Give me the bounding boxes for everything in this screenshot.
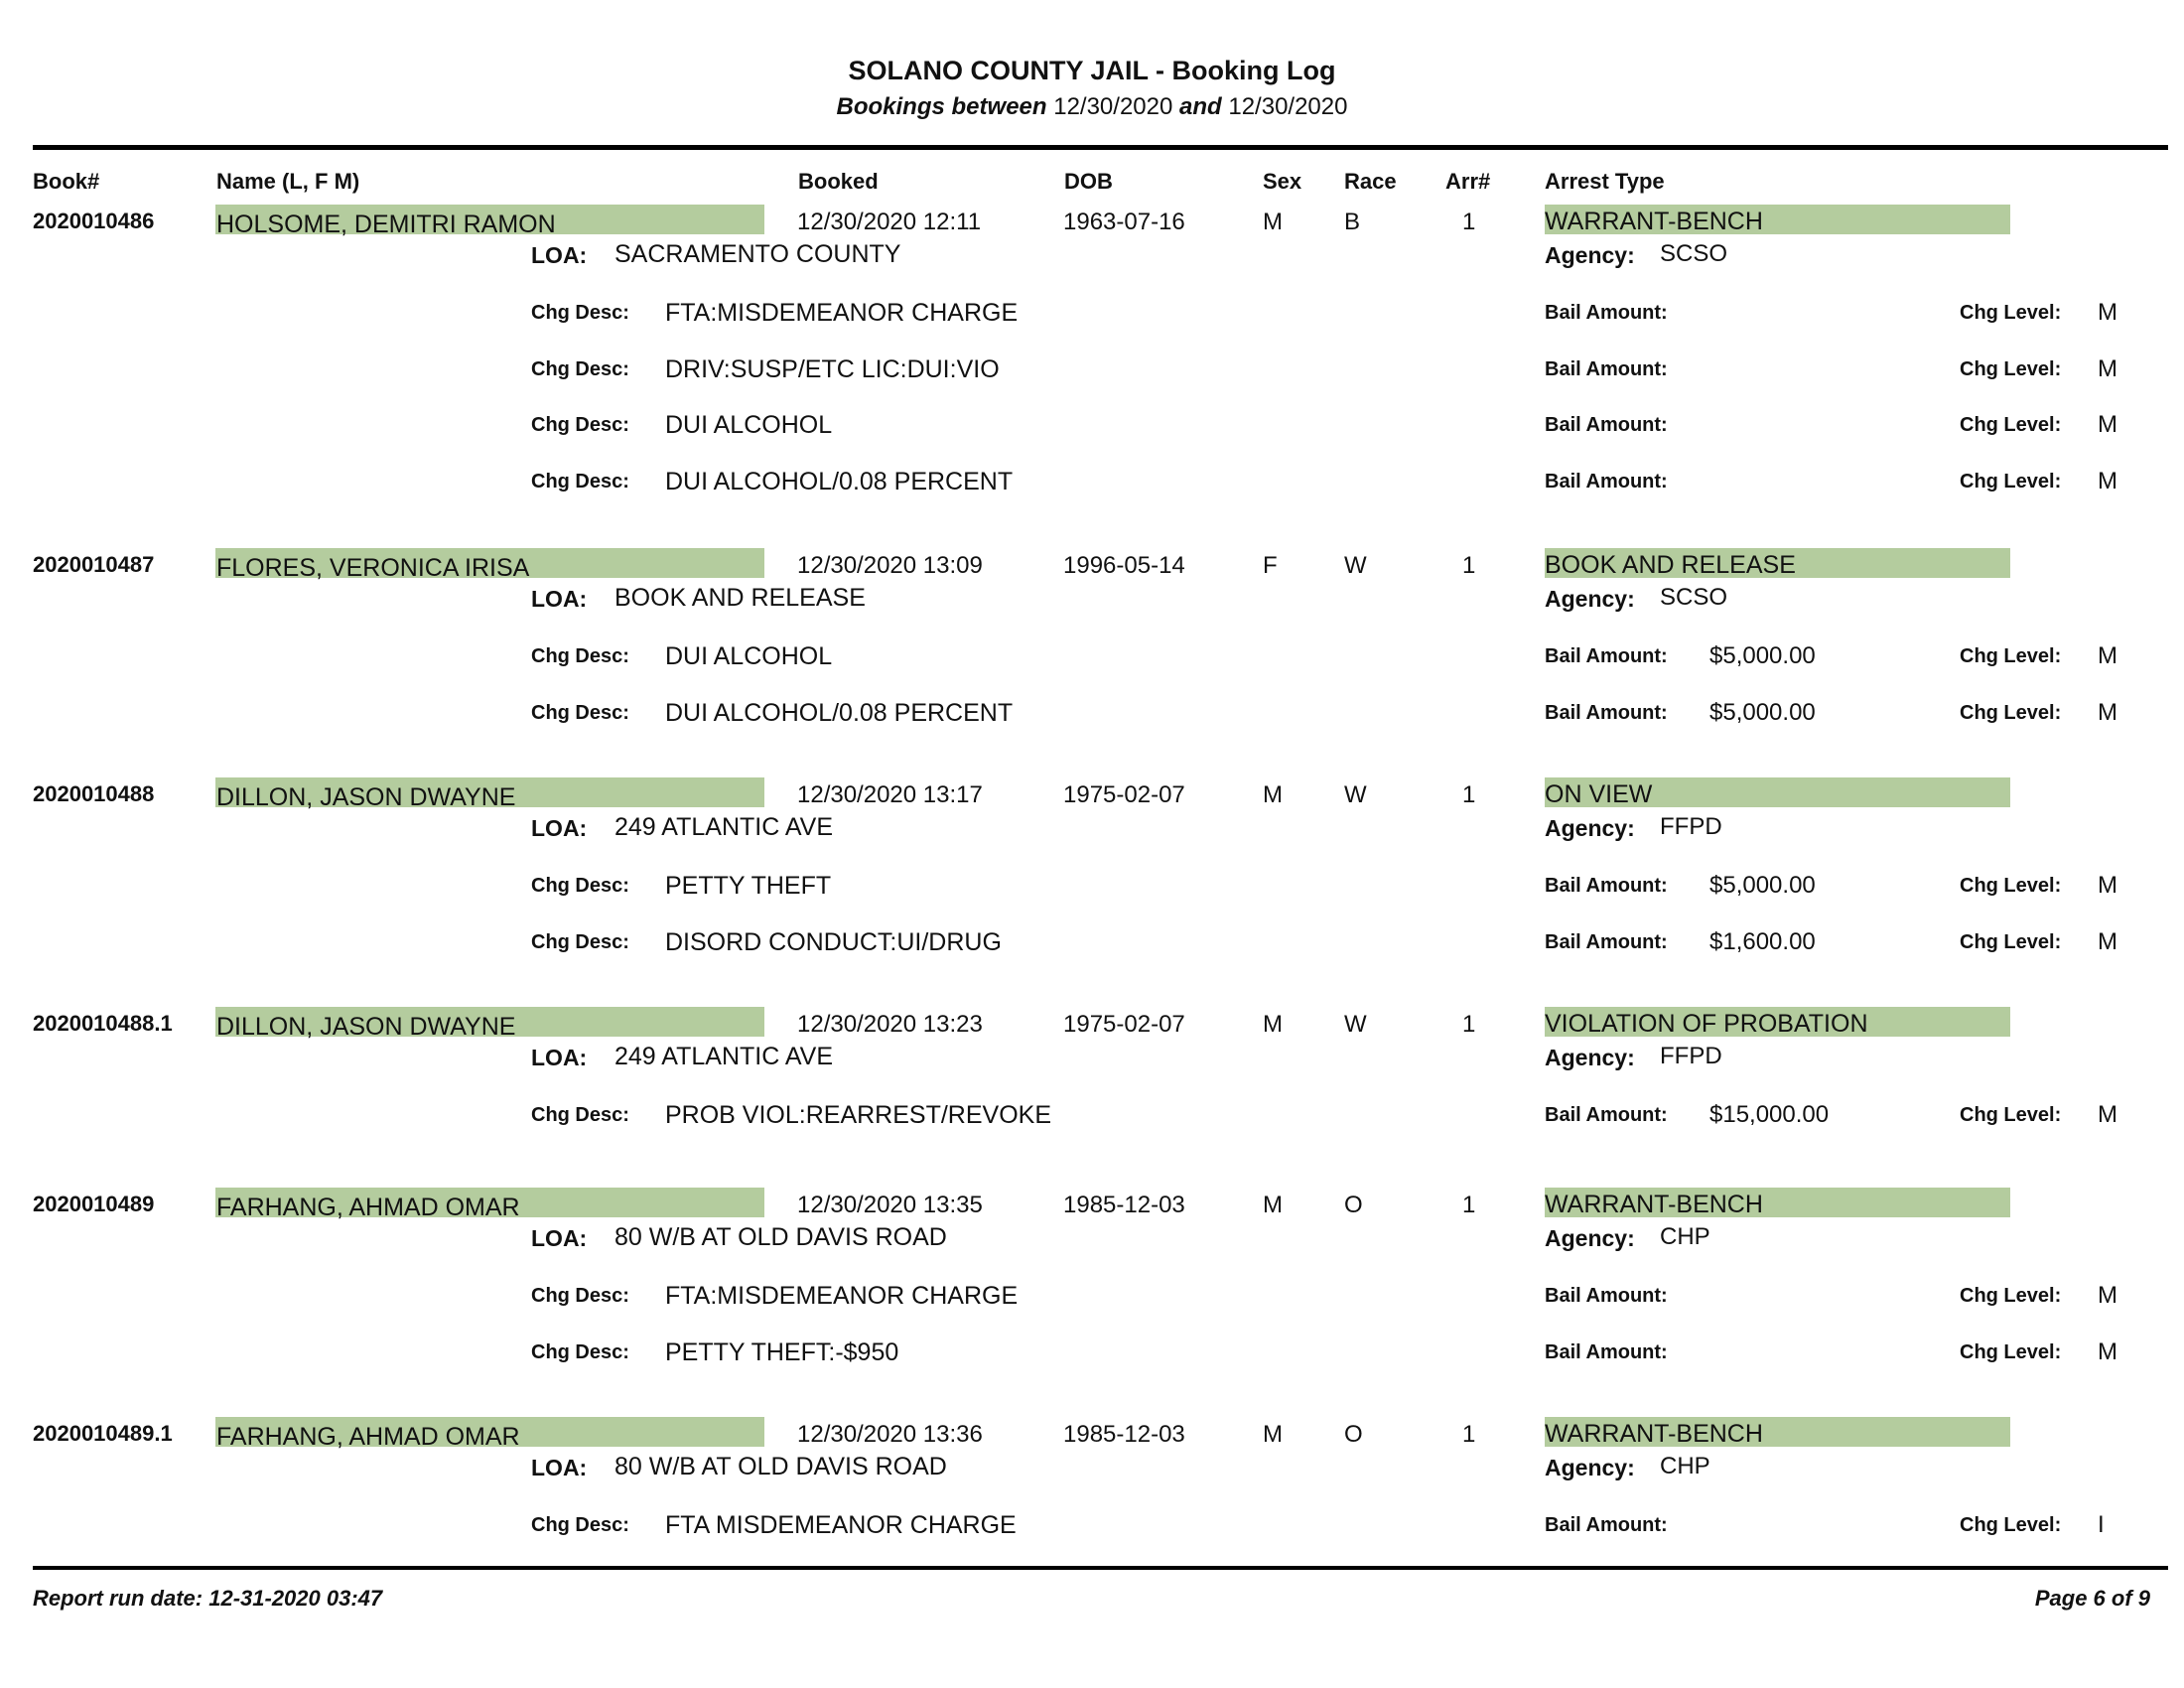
booked-datetime: 12/30/2020 13:23 [797, 1011, 983, 1038]
arrest-type: WARRANT-BENCH [1545, 208, 1763, 235]
charge-level: M [2098, 1101, 2117, 1128]
arrest-count: 1 [1462, 1421, 1476, 1448]
charge-desc-label: Chg Desc: [531, 701, 629, 724]
charge-row [0, 299, 2184, 339]
arrest-type: WARRANT-BENCH [1545, 1191, 1763, 1218]
arrest-type: ON VIEW [1545, 780, 1653, 808]
sex-value: M [1263, 1192, 1283, 1218]
booked-datetime: 12/30/2020 12:11 [797, 209, 982, 235]
date-from: 12/30/2020 [1053, 93, 1173, 120]
bail-amount-label: Bail Amount: [1545, 875, 1668, 897]
charge-level-label: Chg Level: [1960, 930, 2062, 953]
loa-value: BOOK AND RELEASE [614, 584, 866, 612]
arrest-count: 1 [1462, 552, 1476, 579]
charge-row [0, 468, 2184, 507]
charge-description: DUI ALCOHOL [665, 642, 833, 670]
header-rule [33, 145, 2168, 150]
loa-label: LOA: [531, 586, 588, 612]
bail-amount-label: Bail Amount: [1545, 302, 1668, 324]
charge-desc-label: Chg Desc: [531, 930, 629, 953]
bail-amount: $5,000.00 [1709, 698, 1816, 726]
charge-row [0, 1282, 2184, 1322]
loa-label: LOA: [531, 242, 588, 268]
date-of-birth: 1985-12-03 [1063, 1192, 1185, 1218]
loa-label: LOA: [531, 1225, 588, 1251]
charge-level: M [2098, 299, 2117, 326]
agency-label: Agency: [1545, 586, 1635, 612]
charge-level: M [2098, 354, 2117, 382]
sex-value: M [1263, 1421, 1283, 1448]
bail-amount-label: Bail Amount: [1545, 701, 1668, 724]
charge-description: PROB VIOL:REARREST/REVOKE [665, 1101, 1051, 1129]
loa-value: 249 ATLANTIC AVE [614, 813, 834, 841]
race-value: O [1344, 1192, 1363, 1218]
arrest-type: WARRANT-BENCH [1545, 1420, 1763, 1448]
agency-label: Agency: [1545, 242, 1635, 268]
charge-description: PETTY THEFT [665, 872, 832, 900]
inmate-name: FARHANG, AHMAD OMAR [216, 1423, 520, 1451]
book-number: 2020010489.1 [33, 1421, 173, 1446]
col-header-dob: DOB [1064, 169, 1113, 194]
charge-description: FTA:MISDEMEANOR CHARGE [665, 299, 1019, 327]
charge-level: I [2098, 1511, 2105, 1538]
agency-value: SCSO [1660, 584, 1728, 611]
col-header-book: Book# [33, 169, 100, 194]
charge-level-label: Chg Level: [1960, 645, 2062, 667]
footer-rule [33, 1566, 2168, 1570]
inmate-name: FLORES, VERONICA IRISA [216, 554, 530, 582]
col-header-sex: Sex [1263, 169, 1302, 194]
col-header-arrest-type: Arrest Type [1545, 169, 1665, 194]
charge-level-label: Chg Level: [1960, 357, 2062, 380]
date-of-birth: 1985-12-03 [1063, 1421, 1185, 1448]
charge-description: PETTY THEFT:-$950 [665, 1337, 899, 1366]
charge-level: M [2098, 411, 2117, 438]
charge-row [0, 1511, 2184, 1551]
booked-datetime: 12/30/2020 13:09 [797, 552, 983, 579]
charge-description: DRIV:SUSP/ETC LIC:DUI:VIO [665, 354, 1000, 383]
bail-amount-label: Bail Amount: [1545, 1104, 1668, 1126]
charge-level-label: Chg Level: [1960, 875, 2062, 897]
book-number: 2020010488 [33, 781, 155, 806]
charge-desc-label: Chg Desc: [531, 1514, 629, 1536]
charge-desc-label: Chg Desc: [531, 414, 629, 436]
book-number: 2020010489 [33, 1192, 155, 1216]
charge-level: M [2098, 872, 2117, 899]
charge-row [0, 872, 2184, 912]
charge-level-label: Chg Level: [1960, 701, 2062, 724]
charge-level: M [2098, 642, 2117, 669]
bail-amount: $1,600.00 [1709, 927, 1816, 955]
charge-level: M [2098, 1337, 2117, 1365]
date-of-birth: 1996-05-14 [1063, 552, 1185, 579]
bail-amount: $15,000.00 [1709, 1101, 1830, 1128]
agency-label: Agency: [1545, 815, 1635, 841]
loa-label: LOA: [531, 815, 588, 841]
charge-description: DUI ALCOHOL/0.08 PERCENT [665, 698, 1014, 727]
subtitle-and: and [1179, 93, 1222, 120]
charge-description: DISORD CONDUCT:UI/DRUG [665, 927, 1002, 956]
charge-row [0, 699, 2184, 739]
arrest-count: 1 [1462, 1192, 1476, 1218]
bail-amount-label: Bail Amount: [1545, 1514, 1668, 1536]
charge-row [0, 1338, 2184, 1378]
charge-row [0, 928, 2184, 968]
bail-amount-label: Bail Amount: [1545, 930, 1668, 953]
race-value: W [1344, 1011, 1367, 1038]
arrest-type: BOOK AND RELEASE [1545, 551, 1796, 579]
charge-level-label: Chg Level: [1960, 470, 2062, 492]
arrest-count: 1 [1462, 209, 1476, 235]
loa-value: SACRAMENTO COUNTY [614, 240, 901, 268]
bail-amount-label: Bail Amount: [1545, 1285, 1668, 1307]
charge-level: M [2098, 927, 2117, 955]
report-subtitle [0, 93, 2184, 121]
charge-level-label: Chg Level: [1960, 1104, 2062, 1126]
booked-datetime: 12/30/2020 13:35 [797, 1192, 983, 1218]
charge-row [0, 1101, 2184, 1141]
bail-amount-label: Bail Amount: [1545, 470, 1668, 492]
book-number: 2020010486 [33, 209, 155, 233]
bail-amount: $5,000.00 [1709, 872, 1816, 899]
loa-value: 80 W/B AT OLD DAVIS ROAD [614, 1453, 947, 1480]
bail-amount: $5,000.00 [1709, 642, 1816, 669]
charge-row [0, 411, 2184, 451]
report-run-date: Report run date: 12-31-2020 03:47 [33, 1586, 383, 1611]
charge-level: M [2098, 467, 2117, 494]
inmate-name: DILLON, JASON DWAYNE [216, 1013, 516, 1041]
sex-value: M [1263, 1011, 1283, 1038]
loa-value: 249 ATLANTIC AVE [614, 1043, 834, 1070]
sex-value: M [1263, 781, 1283, 808]
charge-level-label: Chg Level: [1960, 1340, 2062, 1363]
col-header-booked: Booked [798, 169, 879, 194]
book-number: 2020010487 [33, 552, 155, 577]
charge-desc-label: Chg Desc: [531, 875, 629, 897]
charge-level-label: Chg Level: [1960, 302, 2062, 324]
charge-description: FTA:MISDEMEANOR CHARGE [665, 1282, 1019, 1310]
race-value: W [1344, 781, 1367, 808]
arrest-count: 1 [1462, 781, 1476, 808]
date-of-birth: 1975-02-07 [1063, 781, 1185, 808]
agency-value: CHP [1660, 1453, 1710, 1479]
arrest-count: 1 [1462, 1011, 1476, 1038]
agency-label: Agency: [1545, 1225, 1635, 1251]
inmate-name: DILLON, JASON DWAYNE [216, 783, 516, 811]
charge-level-label: Chg Level: [1960, 1514, 2062, 1536]
charge-level-label: Chg Level: [1960, 414, 2062, 436]
agency-label: Agency: [1545, 1455, 1635, 1480]
subtitle-prefix: Bookings between [836, 93, 1047, 120]
page-number: Page 6 of 9 [2034, 1586, 2150, 1611]
loa-value: 80 W/B AT OLD DAVIS ROAD [614, 1223, 947, 1251]
agency-value: SCSO [1660, 240, 1728, 267]
bail-amount-label: Bail Amount: [1545, 1340, 1668, 1363]
booked-datetime: 12/30/2020 13:36 [797, 1421, 983, 1448]
charge-level: M [2098, 1282, 2117, 1309]
col-header-race: Race [1344, 169, 1397, 194]
inmate-name: HOLSOME, DEMITRI RAMON [216, 211, 556, 238]
charge-desc-label: Chg Desc: [531, 470, 629, 492]
charge-desc-label: Chg Desc: [531, 1285, 629, 1307]
race-value: B [1344, 209, 1361, 235]
charge-desc-label: Chg Desc: [531, 1340, 629, 1363]
sex-value: M [1263, 209, 1283, 235]
date-of-birth: 1975-02-07 [1063, 1011, 1185, 1038]
charge-description: DUI ALCOHOL [665, 411, 833, 439]
sex-value: F [1263, 552, 1278, 579]
booked-datetime: 12/30/2020 13:17 [797, 781, 983, 808]
charge-description: FTA MISDEMEANOR CHARGE [665, 1511, 1017, 1539]
charge-level-label: Chg Level: [1960, 1285, 2062, 1307]
book-number: 2020010488.1 [33, 1011, 173, 1036]
charge-desc-label: Chg Desc: [531, 302, 629, 324]
arrest-type: VIOLATION OF PROBATION [1545, 1010, 1868, 1038]
bail-amount-label: Bail Amount: [1545, 357, 1668, 380]
bail-amount-label: Bail Amount: [1545, 645, 1668, 667]
bail-amount-label: Bail Amount: [1545, 414, 1668, 436]
col-header-name: Name (L, F M) [216, 169, 360, 194]
charge-desc-label: Chg Desc: [531, 357, 629, 380]
loa-label: LOA: [531, 1045, 588, 1070]
col-header-arr: Arr# [1445, 169, 1491, 194]
charge-row [0, 355, 2184, 395]
agency-value: FFPD [1660, 813, 1722, 840]
charge-description: DUI ALCOHOL/0.08 PERCENT [665, 467, 1014, 495]
charge-desc-label: Chg Desc: [531, 1104, 629, 1126]
race-value: O [1344, 1421, 1363, 1448]
charge-level: M [2098, 698, 2117, 726]
loa-label: LOA: [531, 1455, 588, 1480]
charge-desc-label: Chg Desc: [531, 645, 629, 667]
date-of-birth: 1963-07-16 [1063, 209, 1185, 235]
agency-value: CHP [1660, 1223, 1710, 1250]
charge-row [0, 642, 2184, 682]
race-value: W [1344, 552, 1367, 579]
date-to: 12/30/2020 [1228, 93, 1348, 120]
inmate-name: FARHANG, AHMAD OMAR [216, 1194, 520, 1221]
report-title: SOLANO COUNTY JAIL - Booking Log [848, 56, 1336, 85]
agency-label: Agency: [1545, 1045, 1635, 1070]
agency-value: FFPD [1660, 1043, 1722, 1069]
